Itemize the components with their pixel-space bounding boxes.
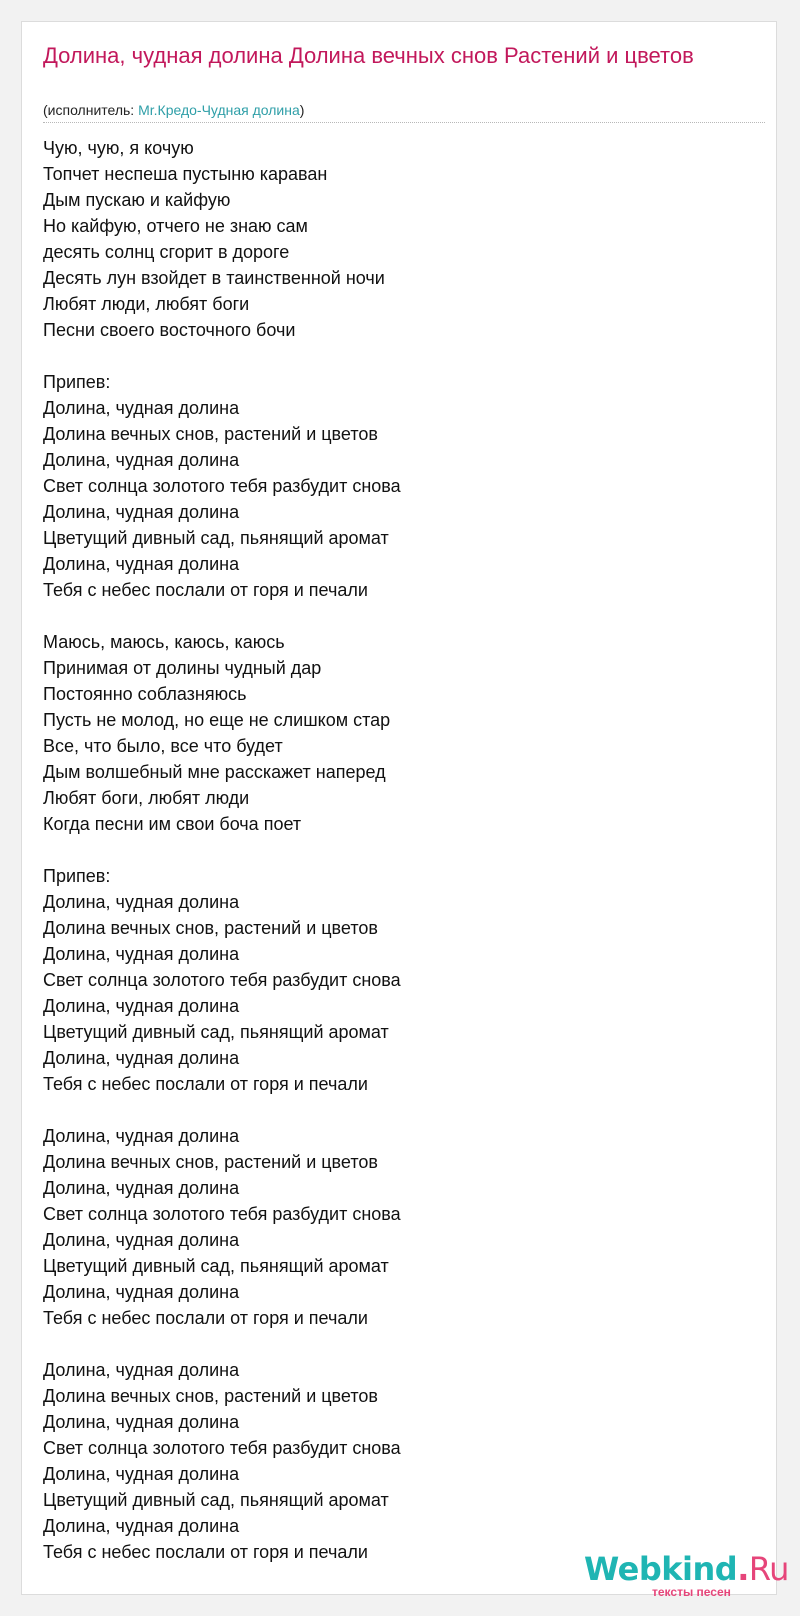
lyrics-line: Долина вечных снов, растений и цветов	[43, 424, 378, 444]
lyrics-line: Долина, чудная долина	[43, 1412, 240, 1432]
lyrics-line: Долина, чудная долина	[43, 1048, 240, 1068]
lyrics-line: Пусть не молод, но еще не слишком стар	[43, 710, 391, 730]
lyrics-line: Долина, чудная долина	[43, 1126, 240, 1146]
lyrics-line: Принимая от долины чудный дар	[43, 658, 322, 678]
lyrics-line: десять солнц сгорит в дороге	[43, 242, 290, 262]
lyrics-line: Тебя с небес послали от горя и печали	[43, 1308, 368, 1328]
lyrics-line: Долина, чудная долина	[43, 996, 240, 1016]
logo-wordmark	[584, 1549, 789, 1589]
lyrics-line: Припев:	[43, 372, 111, 392]
lyrics-line: Долина вечных снов, растений и цветов	[43, 918, 378, 938]
performer-line	[43, 101, 304, 119]
lyrics-stanza	[43, 1357, 743, 1565]
lyrics-line: Цветущий дивный сад, пьянящий аромат	[43, 528, 389, 548]
lyrics-line: Тебя с небес послали от горя и печали	[43, 1074, 368, 1094]
lyrics-line: Постоянно соблазняюсь	[43, 684, 247, 704]
lyrics-text	[43, 135, 743, 1591]
lyrics-line: Свет солнца золотого тебя разбудит снова	[43, 1204, 401, 1224]
lyrics-line: Долина вечных снов, растений и цветов	[43, 1386, 378, 1406]
performer-suffix: )	[299, 102, 305, 118]
lyrics-line: Припев:	[43, 866, 111, 886]
lyrics-line: Долина вечных снов, растений и цветов	[43, 1152, 378, 1172]
lyrics-stanza	[43, 629, 743, 837]
lyrics-line: Чую, чую, я кочую	[43, 138, 194, 158]
lyrics-line: Долина, чудная долина	[43, 892, 240, 912]
logo-tagline: тексты песен	[652, 1585, 731, 1599]
lyrics-line: Долина, чудная долина	[43, 944, 240, 964]
lyrics-line: Долина, чудная долина	[43, 1178, 240, 1198]
performer-prefix: (исполнитель:	[43, 102, 139, 118]
lyrics-stanza	[43, 135, 743, 343]
lyrics-line: Песни своего восточного бочи	[43, 320, 296, 340]
lyrics-line: Цветущий дивный сад, пьянящий аромат	[43, 1256, 389, 1276]
lyrics-line: Десять лун взойдет в таинственной ночи	[43, 268, 385, 288]
lyrics-line: Тебя с небес послали от горя и печали	[43, 1542, 368, 1562]
lyrics-line: Маюсь, маюсь, каюсь, каюсь	[43, 632, 285, 652]
logo-main-text: Webkind	[584, 1550, 738, 1588]
lyrics-line: Топчет неспеша пустыню караван	[43, 164, 328, 184]
title-divider	[43, 122, 765, 123]
lyrics-line: Любят боги, любят люди	[43, 788, 250, 808]
site-logo[interactable]	[584, 1549, 794, 1605]
lyrics-line: Любят люди, любят боги	[43, 294, 250, 314]
logo-tld: Ru	[748, 1550, 789, 1588]
performer-link[interactable]: Mr.Кредо-Чудная долина	[138, 102, 300, 118]
lyrics-line: Дым пускаю и кайфую	[43, 190, 231, 210]
lyrics-line: Все, что было, все что будет	[43, 736, 283, 756]
lyrics-line: Цветущий дивный сад, пьянящий аромат	[43, 1022, 389, 1042]
lyrics-line: Долина, чудная долина	[43, 554, 240, 574]
lyrics-line: Долина, чудная долина	[43, 1230, 240, 1250]
lyrics-line: Но кайфую, отчего не знаю сам	[43, 216, 308, 236]
lyrics-line: Долина, чудная долина	[43, 1282, 240, 1302]
lyrics-line: Долина, чудная долина	[43, 450, 240, 470]
lyrics-stanza	[43, 1123, 743, 1331]
lyrics-line: Свет солнца золотого тебя разбудит снова	[43, 1438, 401, 1458]
lyrics-line: Цветущий дивный сад, пьянящий аромат	[43, 1490, 389, 1510]
song-title: Долина, чудная долина Долина вечных снов Растений и цветов	[43, 43, 694, 68]
lyrics-stanza	[43, 369, 743, 603]
lyrics-line: Долина, чудная долина	[43, 502, 240, 522]
logo-dot: .	[737, 1550, 749, 1588]
lyrics-line: Свет солнца золотого тебя разбудит снова	[43, 970, 401, 990]
lyrics-stanza	[43, 863, 743, 1097]
lyrics-line: Свет солнца золотого тебя разбудит снова	[43, 476, 401, 496]
lyrics-line: Долина, чудная долина	[43, 1516, 240, 1536]
lyrics-line: Долина, чудная долина	[43, 1360, 240, 1380]
lyrics-line: Когда песни им свои боча поет	[43, 814, 302, 834]
lyrics-line: Долина, чудная долина	[43, 398, 240, 418]
lyrics-line: Долина, чудная долина	[43, 1464, 240, 1484]
lyrics-card	[21, 21, 789, 1599]
lyrics-line: Дым волшебный мне расскажет наперед	[43, 762, 386, 782]
lyrics-line: Тебя с небес послали от горя и печали	[43, 580, 368, 600]
